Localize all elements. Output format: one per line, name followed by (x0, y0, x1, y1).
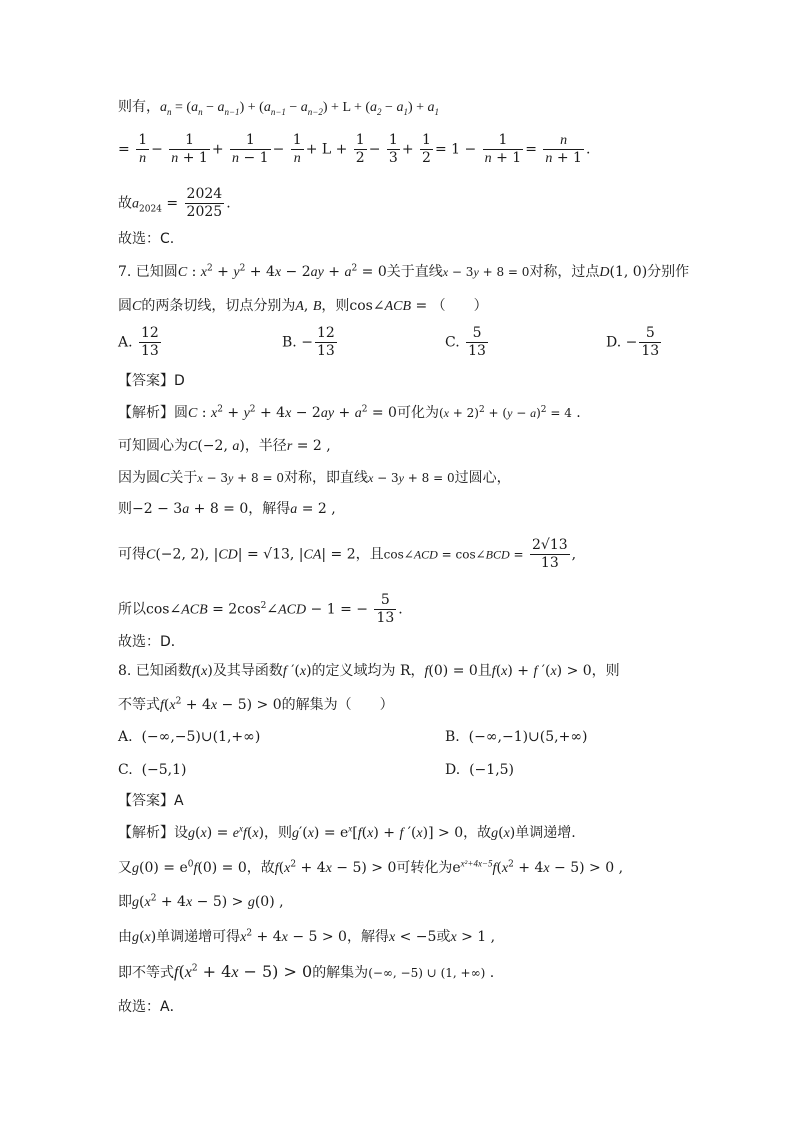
text-prefix: 则有， (118, 99, 160, 115)
q7-analysis-line-4: 则−2 − 3a + 8 = 0，解得a = 2 , (118, 501, 336, 517)
a2024-result-line: 故$a_{2024}$ = $\frac{2024}{2025}$ . (118, 186, 231, 220)
question-7-line-2: 圆C的两条切线，切点分别为A, B，则cos∠ACB = （ ） (118, 298, 488, 314)
q8-analysis-line-5: 即不等式$f(x^2 + 4x - 5) > 0$的解集为(−∞, −5) ∪ (1, +∞) . (118, 962, 495, 981)
q8-option-d[interactable]: D. (−1,5) (445, 762, 515, 778)
q8-analysis-line-1: 【解析】设$g(x) = e^xf(x)$，则$g'(x) = e^x[f(x) + f$ ′(x)] > 0，故g(x)单调递增. (118, 823, 576, 841)
q7-option-c[interactable]: C. $\frac{5}{13}$ (445, 325, 486, 359)
q7-analysis-line-2: 可知圆心为C(−2, a)，半径r = 2 , (118, 438, 331, 454)
math-expression: $a_n = (a_n - a_{n-1}) + (a_{n-1} - a_{n-2}) + L + (a_2 - a_1) + a_1$ (160, 100, 440, 117)
q8-answer: 【答案】A (118, 793, 184, 809)
q7-option-a[interactable]: A. $\frac{12}{13}$ (118, 325, 159, 359)
q7-option-d[interactable]: D. − $\frac{5}{13}$ (606, 325, 660, 359)
q8-option-a[interactable]: A. (−∞,−5)∪(1,+∞) (118, 729, 261, 745)
q7-analysis-line-1: 【解析】圆C : $x^2 + y^2 + 4x - 2ay + a^2 = 0$可化为$(x + 2)^2 + (y - a)^2 = 4$ . (118, 404, 581, 421)
q8-analysis-line-4: 由g(x)单调递增可得$x^2 + 4x - 5 > 0$，解得x < −5或x > 1 , (118, 928, 496, 945)
q8-select: 故选：A． (118, 999, 184, 1015)
q8-option-c[interactable]: C. (−5,1) (118, 762, 187, 778)
q8-option-b[interactable]: B. (−∞,−1)∪(5,+∞) (445, 729, 588, 745)
q8-analysis-line-3: 即$g(x^2 + 4x - 5) > g(0)$ , (118, 893, 284, 910)
q8-analysis-line-2: 又$g(0) = e^0f(0) = 0$，故$f(x^2 + 4x - 5) > 0$可转化为$e^{x^2+4x-5}f(x^2 + 4x - 5) > 0$ , (118, 858, 624, 876)
q7-analysis-line-3: 因为圆C关于x − 3y + 8 = 0对称，即直线x − 3y + 8 = 0过圆心， (118, 470, 511, 486)
q7-option-b[interactable]: B. − $\frac{12}{13}$ (282, 325, 335, 359)
question-8-line-2: 不等式$f(x^2 + 4x - 5) > 0$的解集为（ ） (118, 696, 394, 713)
q7-analysis-line-6: 所以cos∠ACB = $2\cos^2\angle ACD - 1$ = − $\frac{5}{13}$ . (118, 592, 403, 626)
telescoping-sum-line (118, 97, 439, 118)
question-7-line-1: 7. 已知圆C : $x^2 + y^2 + 4x - 2ay + a^2 = 0$关于直线x − 3y + 8 = 0对称，过点D(1, 0)分别作 (118, 263, 690, 280)
q7-answer: 【答案】D (118, 373, 185, 389)
q7-analysis-line-5: 可得C(−2, 2), |CD| = √13, |CA| = 2，且cos∠ACD = cos∠BCD = $\frac{2√13}{13}$ , (118, 537, 577, 571)
fraction-sum-line: = $\frac{1}{n}$ − $\frac{1}{n + 1}$ + $\frac{1}{n - 1}$ − $\frac{1}{n}$ + L + $\frac{1}{2}$ − $\frac{1}{3}$ + $\frac{1}{2}$ = 1 − $\frac{1}{n + 1}$ = $\frac{n}{n + 1}$ . (118, 132, 591, 166)
select-c-line: 故选：C. (118, 231, 175, 247)
question-8-line-1: 8. 已知函数f(x)及其导函数f ′(x)的定义域均为 R，f(0) = 0且f(x) + f ′(x) > 0，则 (118, 663, 620, 679)
q7-select: 故选：D． (118, 634, 185, 650)
